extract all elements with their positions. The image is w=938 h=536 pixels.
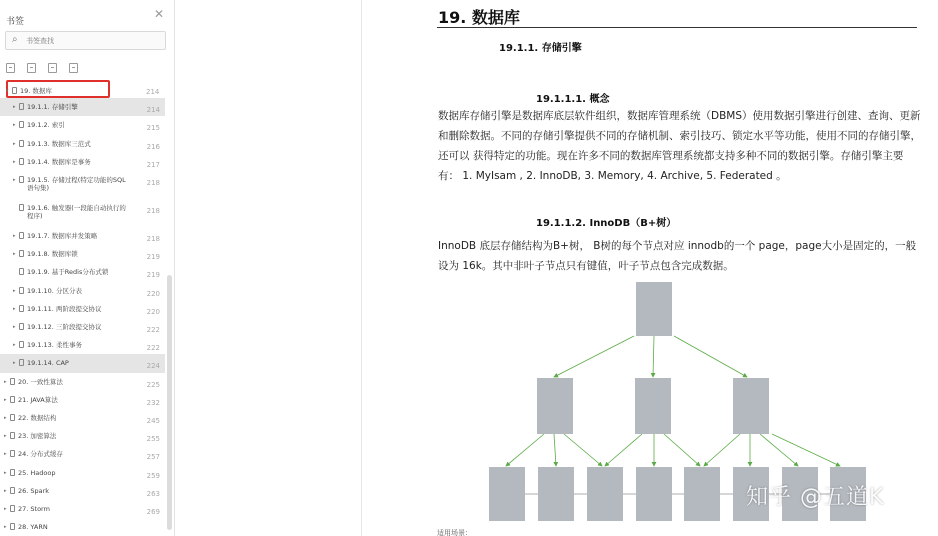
bookmark-page-number: 218 (146, 235, 160, 243)
bookmark-page-icon (19, 341, 24, 348)
bookmark-page-number: 232 (146, 398, 160, 407)
expand-arrow-icon[interactable]: ▸ (4, 378, 7, 385)
bookmark-item[interactable] (0, 336, 165, 354)
expand-arrow-icon[interactable]: ▸ (13, 104, 16, 111)
expand-arrow-icon[interactable]: ▸ (13, 140, 16, 147)
bookmark-page-number: 263 (146, 489, 160, 498)
bookmark-page-number: 269 (146, 508, 160, 516)
expand-arrow-icon[interactable]: ▾ (6, 88, 9, 94)
bookmark-item[interactable] (0, 354, 165, 372)
bookmark-item[interactable] (0, 227, 165, 245)
bookmark-page-icon (19, 204, 24, 211)
bookmark-add-icon[interactable] (48, 63, 57, 73)
watermark: 知乎 @五道K (746, 485, 885, 510)
subsection-title-innodb: 19.1.1.2. InnoDB（B+树） (536, 218, 677, 229)
bookmark-label: 19.1.3. 数据库三范式 (27, 139, 91, 148)
bookmark-item[interactable] (0, 263, 165, 281)
bookmark-page-number: 219 (146, 253, 160, 262)
expand-arrow-icon[interactable]: ▸ (13, 158, 16, 165)
chapter-rule (437, 27, 917, 28)
bookmark-page-number: 225 (146, 380, 160, 389)
expand-arrow-icon[interactable]: ▸ (4, 506, 7, 512)
bookmark-search[interactable] (5, 31, 166, 50)
expand-arrow-icon[interactable]: ▸ (13, 360, 16, 367)
bookmark-item[interactable] (0, 245, 165, 263)
bookmark-label: 19.1.2. 索引 (27, 121, 65, 130)
bookmark-label: 19.1.14. CAP (27, 359, 69, 368)
expand-arrow-icon[interactable]: ▸ (13, 305, 16, 312)
bookmark-page-number: 214 (146, 106, 160, 115)
bookmark-toolbar (6, 58, 85, 70)
bookmark-item[interactable] (0, 171, 165, 199)
expand-arrow-icon[interactable]: ▸ (4, 487, 7, 494)
paragraph-innodb: InnoDB 底层存储结构为B+树， B树的每个节点对应 innodb的一个 page，page大小是固定的，一般设为 16k。其中非叶子节点只有键值，叶子节点包含完成数据。 (438, 240, 917, 272)
expand-arrow-icon[interactable]: ▸ (4, 396, 7, 403)
bookmark-page-number: 217 (146, 160, 160, 169)
bookmark-page-icon (10, 450, 15, 457)
close-icon[interactable]: ✕ (153, 7, 164, 21)
bookmark-label: 26. Spark (18, 486, 50, 495)
bookmark-label: 19.1.8. 数据库锁 (27, 250, 78, 259)
expand-arrow-icon[interactable]: ▸ (4, 433, 7, 440)
bookmark-label: 19.1.5. 存储过程(特定功能的SQL 语句集) (27, 176, 126, 192)
bookmark-page-icon (19, 176, 24, 183)
bookmark-search-input[interactable] (26, 34, 156, 47)
bookmark-item[interactable] (0, 300, 165, 318)
bookmark-page-icon (10, 378, 15, 385)
bookmark-icon[interactable] (69, 63, 78, 73)
expand-arrow-icon[interactable]: ▸ (13, 177, 16, 183)
bookmark-page-number: 216 (146, 142, 160, 151)
expand-arrow-icon[interactable]: ▸ (13, 122, 16, 129)
bookmark-page-number: 218 (146, 207, 160, 215)
bookmark-label: 28. YARN (18, 523, 48, 532)
bookmark-page-icon (10, 469, 15, 476)
bookmark-page-number: 215 (146, 124, 160, 133)
bookmark-page-icon (12, 87, 17, 94)
bookmark-page-number: 222 (146, 326, 160, 334)
expand-arrow-icon[interactable]: ▸ (13, 342, 16, 349)
bookmark-item[interactable] (0, 98, 165, 116)
expand-all-icon[interactable] (6, 63, 15, 73)
bookmark-item[interactable] (0, 518, 165, 536)
expand-arrow-icon[interactable]: ▸ (13, 287, 16, 294)
bookmark-label: 19.1.1. 存储引擎 (27, 103, 78, 112)
collapse-all-icon[interactable] (27, 63, 36, 73)
bookmark-page-icon (10, 414, 15, 421)
bookmark-page-icon (19, 268, 24, 275)
expand-arrow-icon[interactable]: ▸ (4, 524, 7, 531)
bookmark-item[interactable] (0, 409, 165, 427)
subsection-title-concept: 19.1.1.1. 概念 (536, 94, 610, 105)
bookmark-label: 21. JAVA算法 (18, 395, 58, 404)
document-page (362, 0, 938, 536)
bookmark-page-number: 214 (146, 88, 160, 96)
bookmark-item[interactable] (0, 153, 165, 171)
bookmark-label: 25. Hadoop (18, 468, 56, 477)
bookmark-page-icon (19, 250, 24, 257)
bookmark-label: 19.1.11. 两阶段提交协议 (27, 304, 102, 313)
bookmark-label: 20. 一致性算法 (18, 377, 63, 386)
bookmark-item[interactable] (0, 135, 165, 153)
bookmark-page-icon (10, 523, 15, 530)
bookmark-sidebar (0, 0, 175, 536)
bookmark-page-number: 218 (146, 179, 160, 187)
expand-arrow-icon[interactable]: ▸ (4, 415, 7, 421)
bookmark-item[interactable] (0, 427, 165, 445)
expand-arrow-icon[interactable]: ▸ (4, 451, 7, 458)
bookmark-page-number: 220 (146, 289, 160, 298)
bookmark-label: 19.1.13. 柔性事务 (27, 341, 82, 350)
bookmark-page-number: 222 (146, 344, 160, 353)
section-title: 19.1.1. 存储引擎 (499, 43, 582, 54)
bookmark-label: 19.1.10. 分区分表 (27, 286, 82, 295)
sidebar-scrollbar[interactable] (167, 275, 172, 530)
sidebar-header (6, 7, 168, 27)
search-icon: ⌕ (12, 34, 18, 45)
bookmark-page-icon (19, 103, 24, 110)
bookmark-page-number: 245 (146, 417, 160, 425)
bookmark-page-icon (19, 140, 24, 147)
bookmark-item[interactable] (0, 199, 165, 227)
bookmark-label: 27. Storm (18, 505, 50, 513)
bookmark-label: 19.1.7. 数据库并发策略 (27, 232, 98, 240)
paragraph-storage-engine: 数据库存储引擎是数据库底层软件组织，数据库管理系统（DBMS）使用数据引擎进行创建、查询、更新和删除数据。不同的存储引擎提供不同的存储机制、索引技巧、锁定水平等功能，使用不同的存储引擎，还可以 获得特定的功能。现在许多不同的数据库管理系统都支持多种不同的数据引擎。存储引擎主要有： 1. MyIsam , 2. InnoDB, 3. Memory, 4. Archive, 5. Federated 。 (438, 110, 921, 182)
bookmark-item[interactable] (0, 391, 165, 409)
bookmark-item[interactable] (0, 464, 165, 482)
bookmark-label: 19.1.6. 触发器(一段能自动执行的程序) (27, 204, 126, 220)
bookmark-item[interactable] (0, 500, 165, 518)
bookmark-label: 22. 数据结构 (18, 414, 57, 422)
bookmark-label: 19.1.12. 三阶段提交协议 (27, 323, 102, 331)
page-gutter (176, 0, 361, 536)
bookmark-page-icon (10, 505, 15, 512)
bookmark-item[interactable] (0, 373, 165, 391)
bookmark-label: 24. 分布式缓存 (18, 450, 63, 459)
bookmark-page-icon (19, 232, 24, 239)
bookmark-label: 19. 数据库 (20, 87, 52, 95)
bookmark-page-number: 219 (146, 271, 160, 280)
bottom-text: 适用场景： (437, 529, 472, 536)
bookmark-label: 19.1.4. 数据库是事务 (27, 157, 91, 166)
bookmark-page-icon (10, 396, 15, 403)
bookmark-item[interactable] (0, 282, 165, 300)
expand-arrow-icon[interactable]: ▸ (13, 324, 16, 330)
bookmark-page-icon (19, 323, 24, 330)
bookmark-page-number: 220 (146, 307, 160, 316)
expand-arrow-icon[interactable]: ▸ (13, 251, 16, 258)
bookmark-label: 23. 加密算法 (18, 432, 57, 441)
bookmark-page-number: 224 (146, 362, 160, 371)
bookmark-page-number: 257 (146, 453, 160, 462)
bookmark-item[interactable] (0, 482, 165, 500)
chapter-title: 19. 数据库 (438, 8, 520, 27)
bookmark-page-icon (19, 158, 24, 165)
bookmark-page-icon (10, 432, 15, 439)
bookmark-item[interactable] (0, 116, 165, 134)
bookmark-page-icon (19, 121, 24, 128)
sidebar-title: 书签 (6, 17, 25, 27)
bookmark-item[interactable] (6, 80, 160, 98)
expand-arrow-icon[interactable]: ▸ (4, 469, 7, 476)
expand-arrow-icon[interactable]: ▸ (13, 233, 16, 239)
bookmark-page-icon (10, 487, 15, 494)
bookmark-item[interactable] (0, 318, 165, 336)
bookmark-label: 19.1.9. 基于Redis分布式锁 (27, 268, 109, 277)
bookmark-page-icon (19, 287, 24, 294)
bookmark-page-number: 255 (146, 435, 160, 444)
bookmark-page-icon (19, 359, 24, 366)
bookmark-page-icon (19, 305, 24, 312)
bookmark-item[interactable] (0, 445, 165, 463)
bookmark-page-number: 259 (146, 471, 160, 480)
